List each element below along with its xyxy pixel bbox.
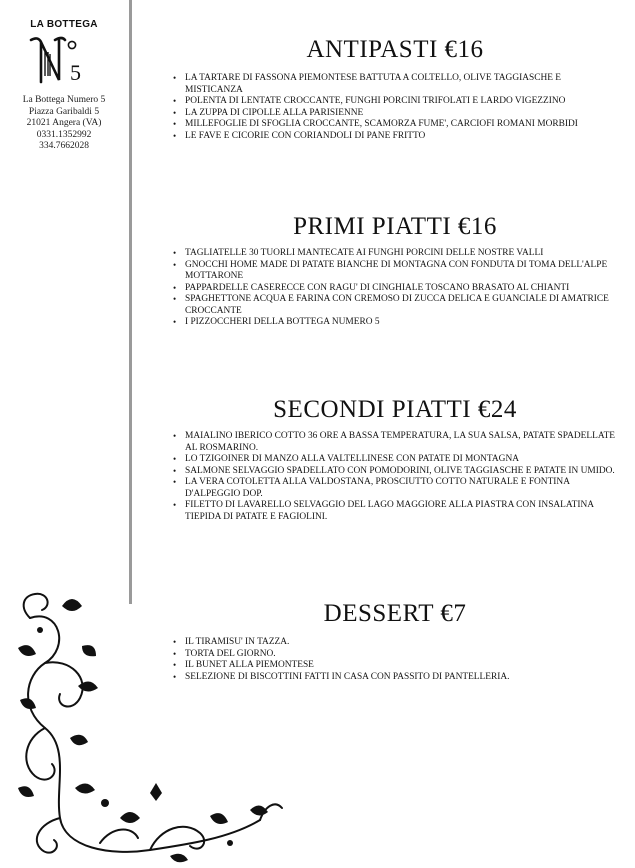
menu-item: • POLENTA DI LENTATE CROCCANTE, FUNGHI PORCINI TRIFOLATI E LARDO VIGEZZINO	[170, 96, 620, 108]
menu-item: • SPAGHETTONE ACQUA E FARINA CON CREMOSO DI ZUCCA DELICA E GUANCIALE DI AMATRICE CROCCANTE	[170, 294, 620, 317]
menu-item: • MAIALINO IBERICO COTTO 36 ORE A BASSA TEMPERATURA, LA SUA SALSA, PATATE SPADELLATE AL ROSMARINO.	[170, 431, 620, 454]
phone-line: 0331.1352992	[36, 129, 92, 140]
menu-item: • PAPPARDELLE CASERECCE CON RAGU' DI CINGHIALE TOSCANO BRASATO AL CHIANTI	[170, 283, 620, 295]
address-line: Piazza Garibaldi 5	[28, 106, 100, 117]
menu-item: • SALMONE SELVAGGIO SPADELLATO CON POMODORINI, OLIVE TAGGIASCHE E PATATE IN UMIDO.	[170, 466, 620, 478]
vertical-divider	[129, 0, 132, 604]
brand-name: LA BOTTEGA	[30, 19, 98, 30]
address-block	[0, 95, 128, 153]
menu-item: • IL TIRAMISU' IN TAZZA.	[170, 637, 620, 649]
menu-item: • LA TARTARE DI FASSONA PIEMONTESE BATTUTA A COLTELLO, OLIVE TAGGIASCHE E MISTICANZA	[170, 73, 620, 96]
menu-list	[170, 248, 620, 329]
section-title: DESSERT €7	[323, 600, 467, 627]
section-secondi	[170, 396, 620, 523]
logo-number: 5	[70, 60, 81, 85]
sidebar	[0, 0, 128, 600]
floral-ornament	[0, 588, 290, 868]
section-antipasti	[170, 36, 620, 142]
numero-logo	[28, 32, 100, 86]
menu-item: • SELEZIONE DI BISCOTTINI FATTI IN CASA CON PASSITO DI PANTELLERIA.	[170, 672, 620, 684]
menu-list	[170, 73, 620, 142]
menu-item: • LE FAVE E CICORIE CON CORIANDOLI DI PANE FRITTO	[170, 131, 620, 143]
menu-item: • TORTA DEL GIORNO.	[170, 649, 620, 661]
address-line: La Bottega Numero 5	[22, 95, 106, 105]
menu-item: • LA VERA COTOLETTA ALLA VALDOSTANA, PROSCIUTTO COTTO NATURALE E FONTINA D'ALPEGGIO DOP.	[170, 477, 620, 500]
menu-item: • LO TZIGOINER DI MANZO ALLA VALTELLINESE CON PATATE DI MONTAGNA	[170, 454, 620, 466]
menu-item: • TAGLIATELLE 30 TUORLI MANTECATE AI FUNGHI PORCINI DELLE NOSTRE VALLI	[170, 248, 620, 260]
section-title: PRIMI PIATTI €16	[293, 213, 497, 240]
phone-line: 334.7662028	[39, 141, 89, 151]
menu-item: • MILLEFOGLIE DI SFOGLIA CROCCANTE, SCAMORZA FUME', CARCIOFI ROMANI MORBIDI	[170, 119, 620, 131]
menu-item: • GNOCCHI HOME MADE DI PATATE BIANCHE DI MONTAGNA CON FONDUTA DI TOMA DELL'ALPE MOTTARONE	[170, 260, 620, 283]
menu-list	[170, 431, 620, 523]
menu-item: • IL BUNET ALLA PIEMONTESE	[170, 660, 620, 672]
section-primi	[170, 213, 620, 329]
menu-item: • FILETTO DI LAVARELLO SELVAGGIO DEL LAGO MAGGIORE ALLA PIASTRA CON INSALATINA TIEPIDA DI PATATE E FAGIOLINI.	[170, 500, 620, 523]
section-title: SECONDI PIATTI €24	[273, 396, 517, 423]
section-title: ANTIPASTI €16	[306, 36, 484, 63]
menu-item: • I PIZZOCCHERI DELLA BOTTEGA NUMERO 5	[170, 317, 620, 329]
address-line: 21021 Angera (VA)	[26, 118, 102, 128]
menu-item: • LA ZUPPA DI CIPOLLE ALLA PARISIENNE	[170, 108, 620, 120]
